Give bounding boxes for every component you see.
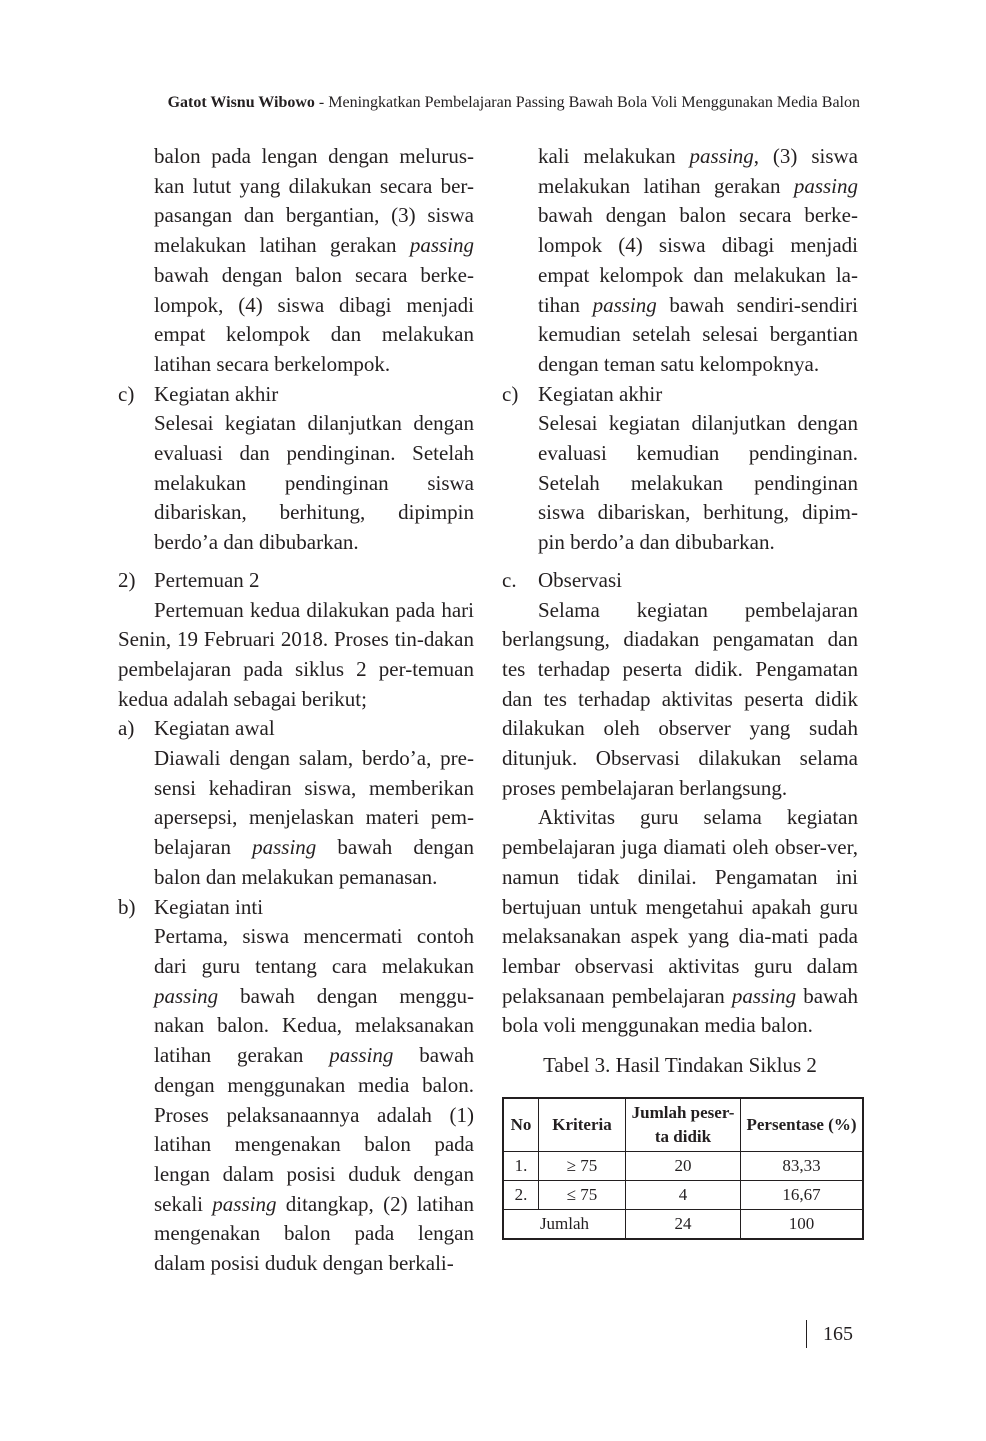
item-title: Kegiatan akhir: [538, 381, 663, 406]
text-run: bawah dengan balon secara berke-lompok, (4) siswa dibagi menjadi empat kelompok dan melakukan latihan secara berkelompok.: [154, 262, 474, 376]
right-item-observasi: [502, 566, 858, 596]
italic-term: passing: [689, 144, 754, 168]
left-column: [118, 142, 474, 1279]
text-run: Diawali dengan salam, berdo’a, pre-sensi kehadiran siswa, memberikan apersepsi, menjelaskan materi pem-belajaran: [154, 746, 474, 860]
text-run: balon pada lengan dengan melurus-kan lutut yang dilakukan secara ber-pasangan dan bergantian, (3) siswa melakukan latihan gerakan: [154, 144, 474, 258]
italic-term: passing: [409, 233, 474, 258]
header-persentase: Persentase (%): [741, 1098, 864, 1152]
cell-total-count: 24: [626, 1209, 741, 1239]
left-item-c: [118, 380, 474, 558]
text-run: Aktivitas guru selama kegiatan pembelajaran juga diamati oleh obser-ver, namun tidak dinilai. Pengamatan ini bertujuan untuk mengetahui apakah guru melaksanakan aspek yang dia-mati pada lembar observasi aktivitas guru dalam pelaksanaan pembelajaran: [502, 805, 858, 1008]
cell: 16,67: [741, 1180, 864, 1209]
item-title: Kegiatan akhir: [154, 381, 279, 406]
section-title: Observasi: [538, 567, 622, 592]
text-run: bawah dengan balon dan melakukan pemanasan.: [154, 835, 475, 889]
text-run: bawah bola voli menggunakan media balon.: [502, 983, 858, 1038]
italic-term: passing: [793, 173, 858, 198]
table-header-row: [503, 1098, 863, 1152]
item-title: Kegiatan awal: [154, 716, 275, 741]
left-item-b: [118, 893, 474, 1279]
cell: ≤ 75: [539, 1180, 626, 1209]
text-run: Pertama, siswa mencermati contoh dari guru tentang cara melakukan: [154, 924, 474, 978]
header-separator: -: [314, 94, 329, 111]
item-marker: b): [118, 894, 136, 919]
item-text: Selesai kegiatan dilanjutkan dengan evaluasi kemudian pendinginan. Setelah melakukan pendinginan siswa dibariskan, berhitung, dipim-pin berdo’a dan dibubarkan.: [538, 411, 858, 555]
table-caption: Tabel 3. Hasil Tindakan Siklus 2: [543, 1053, 817, 1078]
italic-term: passing: [731, 983, 797, 1008]
item-text: [154, 744, 474, 893]
left-paragraph-pertemuan-2: Pertemuan kedua dilakukan pada hari Senin, 19 Februari 2018. Proses tin-dakan pembelajaran pada siklus 2 per-temuan kedua adalah sebagai berikut;: [118, 597, 474, 711]
results-table: [502, 1097, 864, 1240]
text-run: , (3) siswa melakukan latihan gerakan: [538, 144, 858, 198]
table-row: [503, 1180, 863, 1209]
text-run: bawah sendiri-sendiri kemudian setelah selesai bergantian dengan teman satu kelompoknya.: [538, 292, 858, 376]
text-run: bawah dengan menggunakan media balon. Proses pelaksanaannya adalah (1) latihan mengenakan balon pada lengan dalam posisi duduk dengan sekali: [154, 1043, 474, 1216]
item-text: [154, 922, 474, 1278]
header-kriteria: Kriteria: [539, 1098, 626, 1152]
item-title: Pertemuan 2: [154, 567, 260, 592]
table-total-row: [503, 1209, 863, 1239]
right-item-c: [502, 380, 858, 558]
item-text: Selesai kegiatan dilanjutkan dengan evaluasi dan pendinginan. Setelah melakukan pendinginan siswa dibariskan, berhitung, dipimpin berdo’a dan dibubarkan.: [154, 411, 474, 555]
text-run: kali melakukan: [538, 144, 690, 168]
observasi-paragraph-2: [502, 803, 858, 1041]
left-item-2: [118, 566, 474, 596]
cell: 20: [626, 1151, 741, 1180]
italic-term: passing: [212, 1191, 277, 1216]
italic-term: passing: [154, 983, 219, 1008]
header-title: Meningkatkan Pembelajaran Passing Bawah Bola Voli Menggunakan Media Balon: [328, 94, 860, 111]
text-run: ditangkap, (2) latihan mengenakan balon pada lengan dalam posisi duduk dengan berkali-: [154, 1191, 474, 1276]
table-row: [503, 1151, 863, 1180]
item-title: Kegiatan inti: [154, 894, 264, 919]
left-item-a: [118, 714, 474, 892]
cell: 2.: [503, 1180, 539, 1209]
italic-term: passing: [592, 292, 657, 317]
item-marker: c): [502, 381, 519, 406]
cell: 83,33: [741, 1151, 864, 1180]
cell-total-label: Jumlah: [503, 1209, 626, 1239]
page-number: 165: [806, 1320, 853, 1348]
header-author: Gatot Wisnu Wibowo: [167, 94, 315, 111]
cell: ≥ 75: [539, 1151, 626, 1180]
observasi-paragraph-1: Selama kegiatan pembelajaran berlangsung, diadakan pengamatan dan tes terhadap peserta didik. Pengamatan dan tes terhadap aktivitas peserta didik dilakukan oleh observer yang sudah ditunjuk. Observasi dilakukan selama proses pembelajaran berlangsung.: [502, 597, 858, 800]
text-run: bawah dengan balon secara berke-lompok (4) siswa dibagi menjadi empat kelompok dan melakukan la-tihan: [538, 203, 858, 317]
italic-term: passing: [329, 1043, 394, 1068]
cell-total-percent: 100: [741, 1209, 864, 1239]
item-marker: 2): [118, 567, 136, 592]
cell: 1.: [503, 1151, 539, 1180]
running-header: [120, 94, 860, 112]
item-marker: a): [118, 716, 135, 741]
header-jumlah: Jumlah peser-ta didik: [626, 1098, 741, 1152]
cell: 4: [626, 1180, 741, 1209]
item-marker: c.: [502, 567, 517, 592]
right-paragraph-1: [538, 142, 858, 380]
italic-term: passing: [252, 835, 317, 860]
left-paragraph-1: [154, 142, 474, 380]
text-run: bawah dengan menggu-nakan balon. Kedua, melaksanakan latihan gerakan: [154, 983, 474, 1068]
item-marker: c): [118, 381, 135, 406]
right-column: [502, 142, 858, 1240]
header-no: No: [503, 1098, 539, 1152]
